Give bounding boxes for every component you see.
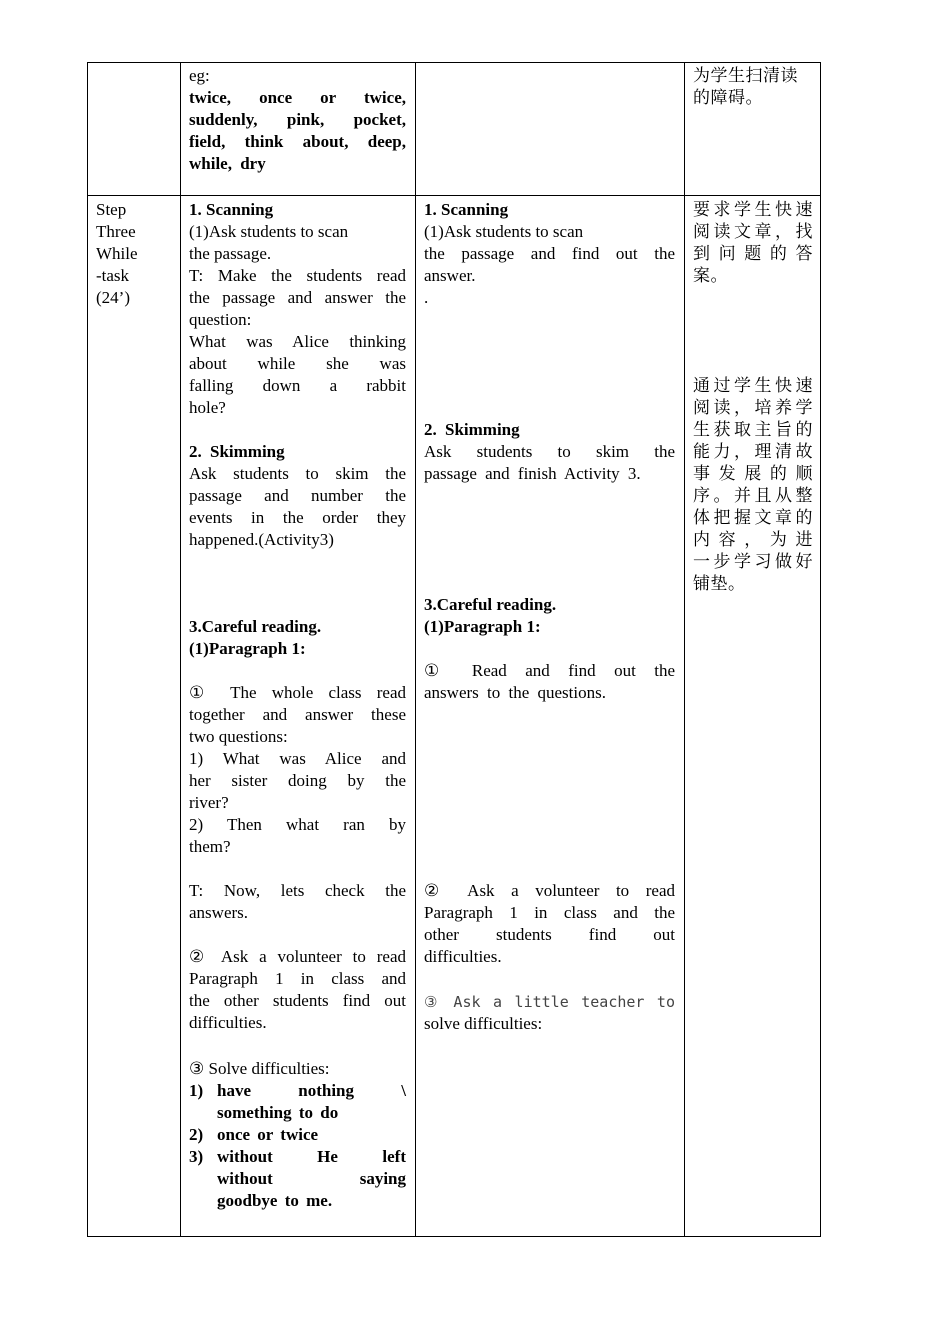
purpose-line: 生获取主旨的	[693, 420, 813, 440]
row1-purpose-cell	[685, 63, 821, 196]
text-line: hole?	[189, 398, 226, 417]
text-line: solve difficulties:	[424, 1014, 543, 1033]
text-line: happened.(Activity3)	[189, 530, 334, 549]
scanning-heading: 1. Scanning	[189, 200, 274, 219]
row1-teacher-cell	[181, 63, 416, 196]
text-line: ② Ask a volunteer to read	[189, 947, 406, 966]
text-line: question:	[189, 310, 252, 329]
purpose-line: 事发展的顺	[693, 464, 813, 484]
step-line: (24’)	[96, 288, 130, 307]
purpose-line: 阅读，培养学	[693, 398, 813, 418]
scanning-heading: 1. Scanning	[424, 200, 509, 219]
text-line: What was Alice thinking	[189, 332, 406, 351]
text-line: T: Make the students read	[189, 266, 406, 285]
text-line: Ask students to skim the	[189, 464, 406, 483]
purpose-line: 到问题的答	[693, 244, 813, 264]
purpose-line: 为学生扫清读	[693, 66, 798, 86]
list-line: have nothing \	[217, 1081, 406, 1100]
paragraph-heading: (1)Paragraph 1:	[424, 617, 541, 636]
list-item	[189, 1146, 406, 1212]
paragraph-heading: (1)Paragraph 1:	[189, 639, 306, 658]
purpose-line: 体把握文章的	[693, 508, 813, 528]
purpose-line: 一步学习做好	[693, 552, 813, 572]
text-line: the passage.	[189, 244, 272, 263]
text-line: other students find out	[424, 925, 675, 944]
eg-label: eg:	[189, 66, 210, 85]
vocab-line: while, dry	[189, 154, 266, 173]
text-line: the passage and answer the	[189, 288, 406, 307]
text-line: two questions:	[189, 727, 288, 746]
text-line: (1)Ask students to scan	[424, 222, 584, 241]
text-line: events in the order they	[189, 508, 406, 527]
text-line: difficulties.	[189, 1013, 267, 1032]
row1-student-cell	[416, 63, 685, 196]
list-item	[189, 1124, 406, 1146]
row2-purpose-cell	[685, 196, 821, 1237]
row2-step-cell	[88, 196, 181, 1237]
text-line: 2) Then what ran by	[189, 815, 406, 834]
text-line: answers.	[189, 903, 249, 922]
row2-teacher-cell	[181, 196, 416, 1237]
purpose-line: 的障碍。	[693, 88, 763, 108]
list-line: something to do	[217, 1103, 339, 1122]
text-line: ① Read and find out the	[424, 661, 675, 680]
difficulties-list	[189, 1080, 406, 1212]
text-line: 1) What was Alice and	[189, 749, 406, 768]
vocab-line: twice, once or twice,	[189, 88, 406, 107]
text-line: answers to the questions.	[424, 683, 606, 702]
row2-student-cell	[416, 196, 685, 1237]
text-line: them?	[189, 837, 231, 856]
row1-step-cell	[88, 63, 181, 196]
text-line: Paragraph 1 in class and	[189, 969, 406, 988]
list-line: without He left	[217, 1147, 406, 1166]
purpose-line: 铺垫。	[693, 574, 746, 594]
purpose-line: 阅读文章，找	[693, 222, 813, 242]
skimming-heading: 2. Skimming	[424, 420, 520, 439]
list-line: once or twice	[217, 1125, 319, 1144]
list-item	[189, 1080, 406, 1124]
purpose-line: 序。并且从整	[693, 486, 813, 506]
purpose-line: 内容，为进	[693, 530, 813, 550]
table-row	[88, 196, 821, 1237]
text-line: passage and finish Activity 3.	[424, 464, 641, 483]
vocab-line: suddenly, pink, pocket,	[189, 110, 406, 129]
text-line: ② Ask a volunteer to read	[424, 881, 675, 900]
careful-reading-heading: 3.Careful reading.	[189, 617, 322, 636]
purpose-line: 通过学生快速	[693, 376, 813, 396]
careful-reading-heading: 3.Careful reading.	[424, 595, 557, 614]
solve-difficulties-heading: ③ Solve difficulties:	[189, 1059, 330, 1078]
purpose-line: 案。	[693, 266, 728, 286]
step-line: While	[96, 244, 138, 263]
list-number: 2)	[189, 1125, 204, 1144]
text-line: .	[424, 288, 429, 307]
purpose-line: 能力，理清故	[693, 442, 813, 462]
step-line: Three	[96, 222, 136, 241]
lesson-plan-table	[87, 62, 821, 1237]
list-number: 1)	[189, 1081, 204, 1100]
text-line: about while she was	[189, 354, 406, 373]
text-line: difficulties.	[424, 947, 502, 966]
text-line: ① The whole class read	[189, 683, 406, 702]
text-line: her sister doing by the	[189, 771, 406, 790]
text-line: T: Now, lets check the	[189, 881, 406, 900]
table-row	[88, 63, 821, 196]
text-line: the other students find out	[189, 991, 406, 1010]
text-line: Paragraph 1 in class and the	[424, 903, 675, 922]
list-number: 3)	[189, 1147, 204, 1166]
text-line: river?	[189, 793, 229, 812]
text-line: Ask students to skim the	[424, 442, 675, 461]
text-line: the passage and find out the	[424, 244, 675, 263]
text-line: answer.	[424, 266, 476, 285]
text-line: falling down a rabbit	[189, 376, 406, 395]
list-line: without saying	[217, 1169, 406, 1188]
text-line: (1)Ask students to scan	[189, 222, 349, 241]
step-line: Step	[96, 200, 127, 219]
list-line: goodbye to me.	[217, 1191, 333, 1210]
skimming-heading: 2. Skimming	[189, 442, 285, 461]
purpose-line: 要求学生快速	[693, 200, 813, 220]
little-teacher-line: ③ Ask a little teacher to	[424, 993, 675, 1011]
text-line: together and answer these	[189, 705, 406, 724]
text-line: passage and number the	[189, 486, 406, 505]
step-line: -task	[96, 266, 130, 285]
vocab-line: field, think about, deep,	[189, 132, 406, 151]
